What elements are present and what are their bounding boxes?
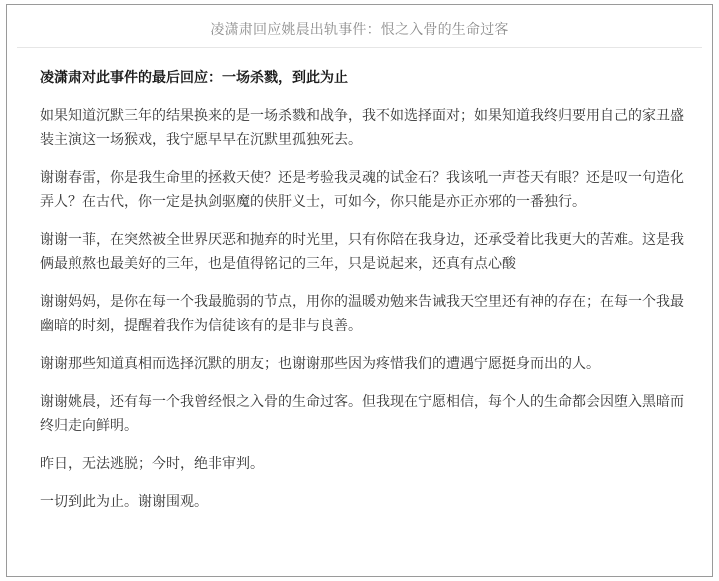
paragraph: 谢谢那些知道真相而选择沉默的朋友；也谢谢那些因为疼惜我们的遭遇宁愿挺身而出的人。 [40, 356, 600, 372]
paragraph: 一切到此为止。谢谢围观。 [40, 494, 208, 510]
article-frame [6, 4, 713, 577]
paragraph: 如果知道沉默三年的结果换来的是一场杀戮和战争，我不如选择面对；如果知道我终归要用自己的家丑盛装主演这一场猴戏，我宁愿早早在沉默里孤独死去。 [40, 108, 684, 148]
article-heading: 凌潇肃对此事件的最后回应：一场杀戮，到此为止 [40, 70, 348, 86]
paragraph: 昨日，无法逃脱；今时，绝非审判。 [40, 456, 264, 472]
title-divider [17, 47, 702, 48]
paragraph: 谢谢春雷，你是我生命里的拯救天使？还是考验我灵魂的试金石？我该吼一声苍天有眼？还是叹一句造化弄人？在古代，你一定是执剑驱魔的侠肝义士，可如今，你只能是亦正亦邪的一番独行。 [40, 170, 684, 210]
paragraph: 谢谢妈妈，是你在每一个我最脆弱的节点，用你的温暖劝勉来告诫我天空里还有神的存在；在每一个我最幽暗的时刻，提醒着我作为信徒该有的是非与良善。 [40, 294, 684, 334]
paragraph: 谢谢一菲，在突然被全世界厌恶和抛弃的时光里，只有你陪在我身边，还承受着比我更大的苦难。这是我俩最煎熬也最美好的三年，也是值得铭记的三年，只是说起来，还真有点心酸 [40, 232, 684, 272]
article-body [40, 66, 690, 528]
paragraph: 谢谢姚晨，还有每一个我曾经恨之入骨的生命过客。但我现在宁愿相信，每个人的生命都会因堕入黑暗而终归走向鲜明。 [40, 394, 684, 434]
article-title: 凌潇肃回应姚晨出轨事件：恨之入骨的生命过客 [210, 22, 509, 38]
